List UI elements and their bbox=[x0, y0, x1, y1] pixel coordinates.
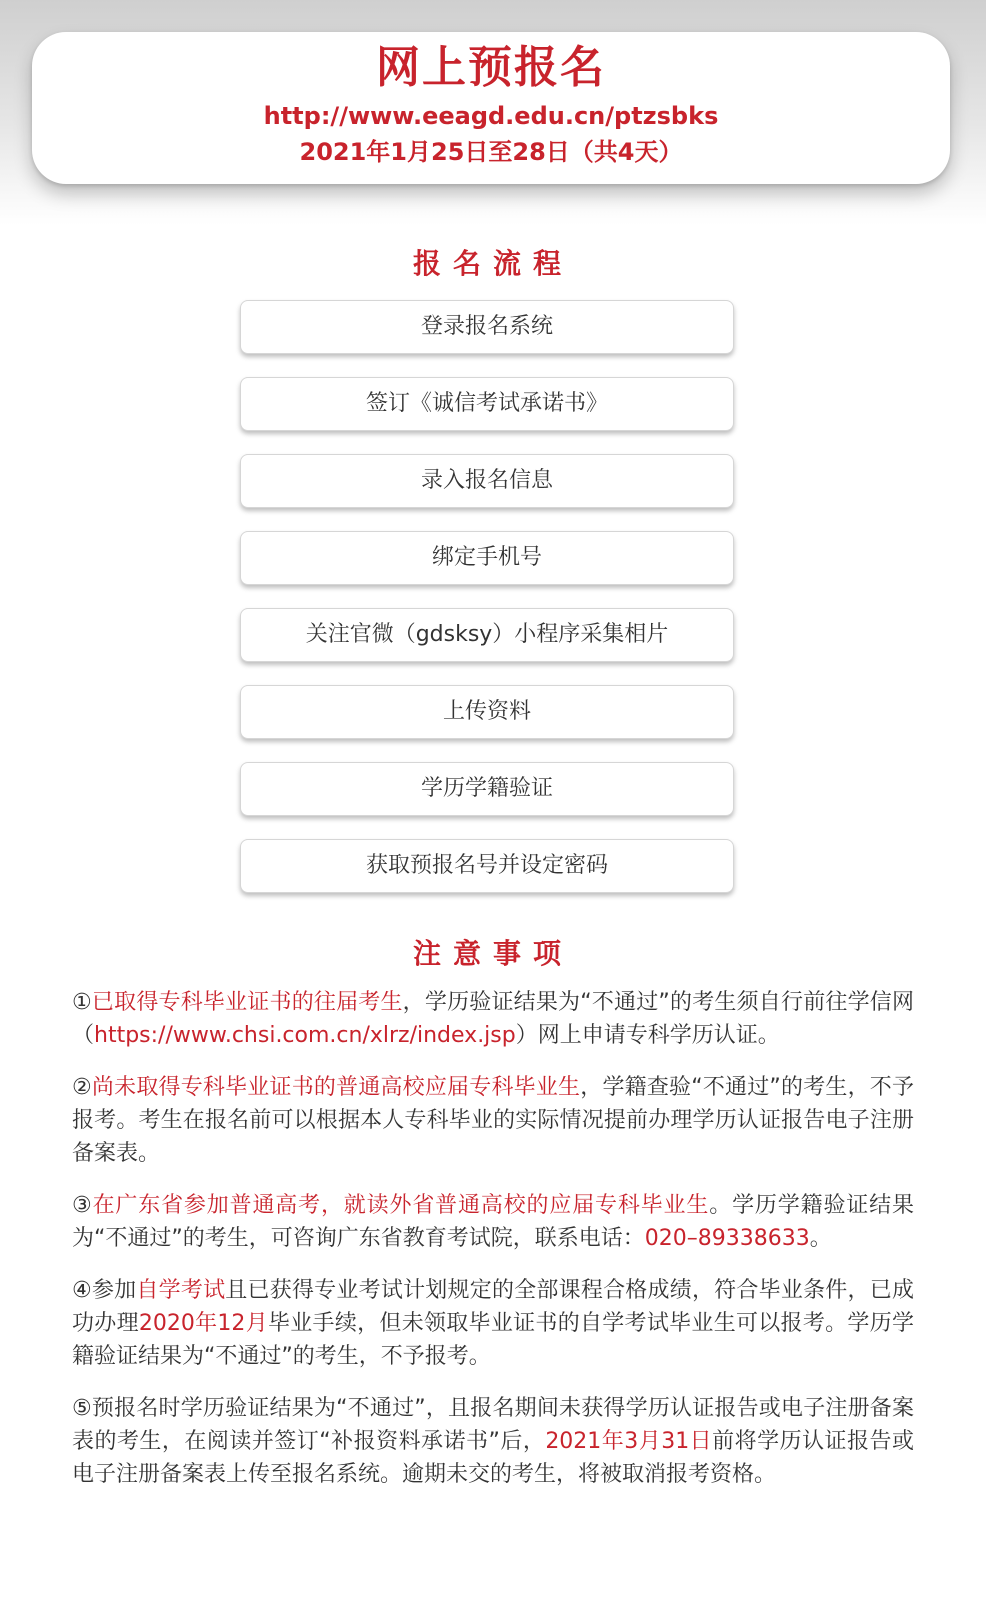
note-text: 。 bbox=[809, 1226, 832, 1251]
note-number: ⑤ bbox=[72, 1396, 92, 1421]
note-item-1 bbox=[72, 986, 914, 1052]
step-bind-phone: 绑定手机号 bbox=[240, 531, 734, 585]
note-text: ，学历验证结果为“不通过”的考生须自行前往学信网（ bbox=[72, 990, 914, 1048]
note-highlight: 已取得专科毕业证书的往届考生 bbox=[91, 990, 403, 1015]
step-upload-materials: 上传资料 bbox=[240, 685, 734, 739]
registration-url[interactable]: http://www.eeagd.edu.cn/ptzsbks bbox=[263, 102, 719, 130]
note-highlight: 自学考试 bbox=[136, 1278, 226, 1303]
step-login: 登录报名系统 bbox=[240, 300, 734, 354]
note-highlight: 在广东省参加普通高考，就读外省普通高校的应届专科毕业生 bbox=[92, 1193, 710, 1218]
step-get-number: 获取预报名号并设定密码 bbox=[240, 839, 734, 893]
page-title: 网上预报名 bbox=[376, 42, 606, 93]
note-number: ① bbox=[72, 990, 92, 1015]
note-item-2 bbox=[72, 1071, 914, 1170]
notes-title: 注意事项 bbox=[412, 937, 573, 970]
note-highlight: 2021年3月31日 bbox=[545, 1429, 713, 1454]
process-steps bbox=[240, 300, 734, 916]
chsi-link[interactable]: https://www.chsi.com.cn/xlrz/index.jsp bbox=[94, 1023, 516, 1048]
notes-list bbox=[72, 986, 914, 1510]
note-text: ）网上申请专科学历认证。 bbox=[515, 1023, 780, 1048]
process-title: 报名流程 bbox=[412, 247, 573, 280]
step-verification: 学历学籍验证 bbox=[240, 762, 734, 816]
note-text: 参加 bbox=[91, 1278, 137, 1303]
note-text: 毕业手续，但未领取毕业证书的自学考试毕业生可以报考。学历学籍验证结果为“不通过”的考生，不予报考。 bbox=[72, 1311, 914, 1369]
note-text: 前将学历认证报告或电子注册备案表上传至报名系统。逾期未交的考生，将被取消报考资格。 bbox=[72, 1429, 914, 1487]
note-item-5 bbox=[72, 1392, 914, 1491]
contact-phone: 020–89338633 bbox=[644, 1226, 810, 1251]
note-text: 。学历学籍验证结果为“不通过”的考生，可咨询广东省教育考试院，联系电话： bbox=[72, 1193, 914, 1251]
header-card bbox=[32, 32, 950, 184]
step-sign-pledge: 签订《诚信考试承诺书》 bbox=[240, 377, 734, 431]
registration-date: 2021年1月25日至28日（共4天） bbox=[299, 138, 683, 166]
note-text: 预报名时学历验证结果为“不通过”，且报名期间未获得学历认证报告或电子注册备案表的考生，在阅读并签订“补报资料承诺书”后， bbox=[72, 1396, 914, 1454]
note-number: ④ bbox=[72, 1278, 92, 1303]
step-enter-info: 录入报名信息 bbox=[240, 454, 734, 508]
note-number: ③ bbox=[72, 1193, 93, 1218]
note-number: ② bbox=[72, 1075, 92, 1100]
note-highlight: 尚未取得专科毕业证书的普通高校应届专科毕业生 bbox=[91, 1075, 581, 1100]
note-highlight: 2020年12月 bbox=[138, 1311, 268, 1336]
note-text: 且已获得专业考试计划规定的全部课程合格成绩，符合毕业条件，已成功办理 bbox=[72, 1278, 914, 1336]
note-text: ，学籍查验“不通过”的考生，不予报考。考生在报名前可以根据本人专科毕业的实际情况提前办理学历认证报告电子注册备案表。 bbox=[72, 1075, 914, 1166]
step-photo-capture: 关注官微（gdsksy）小程序采集相片 bbox=[240, 608, 734, 662]
note-item-3 bbox=[72, 1189, 914, 1255]
note-item-4 bbox=[72, 1274, 914, 1373]
